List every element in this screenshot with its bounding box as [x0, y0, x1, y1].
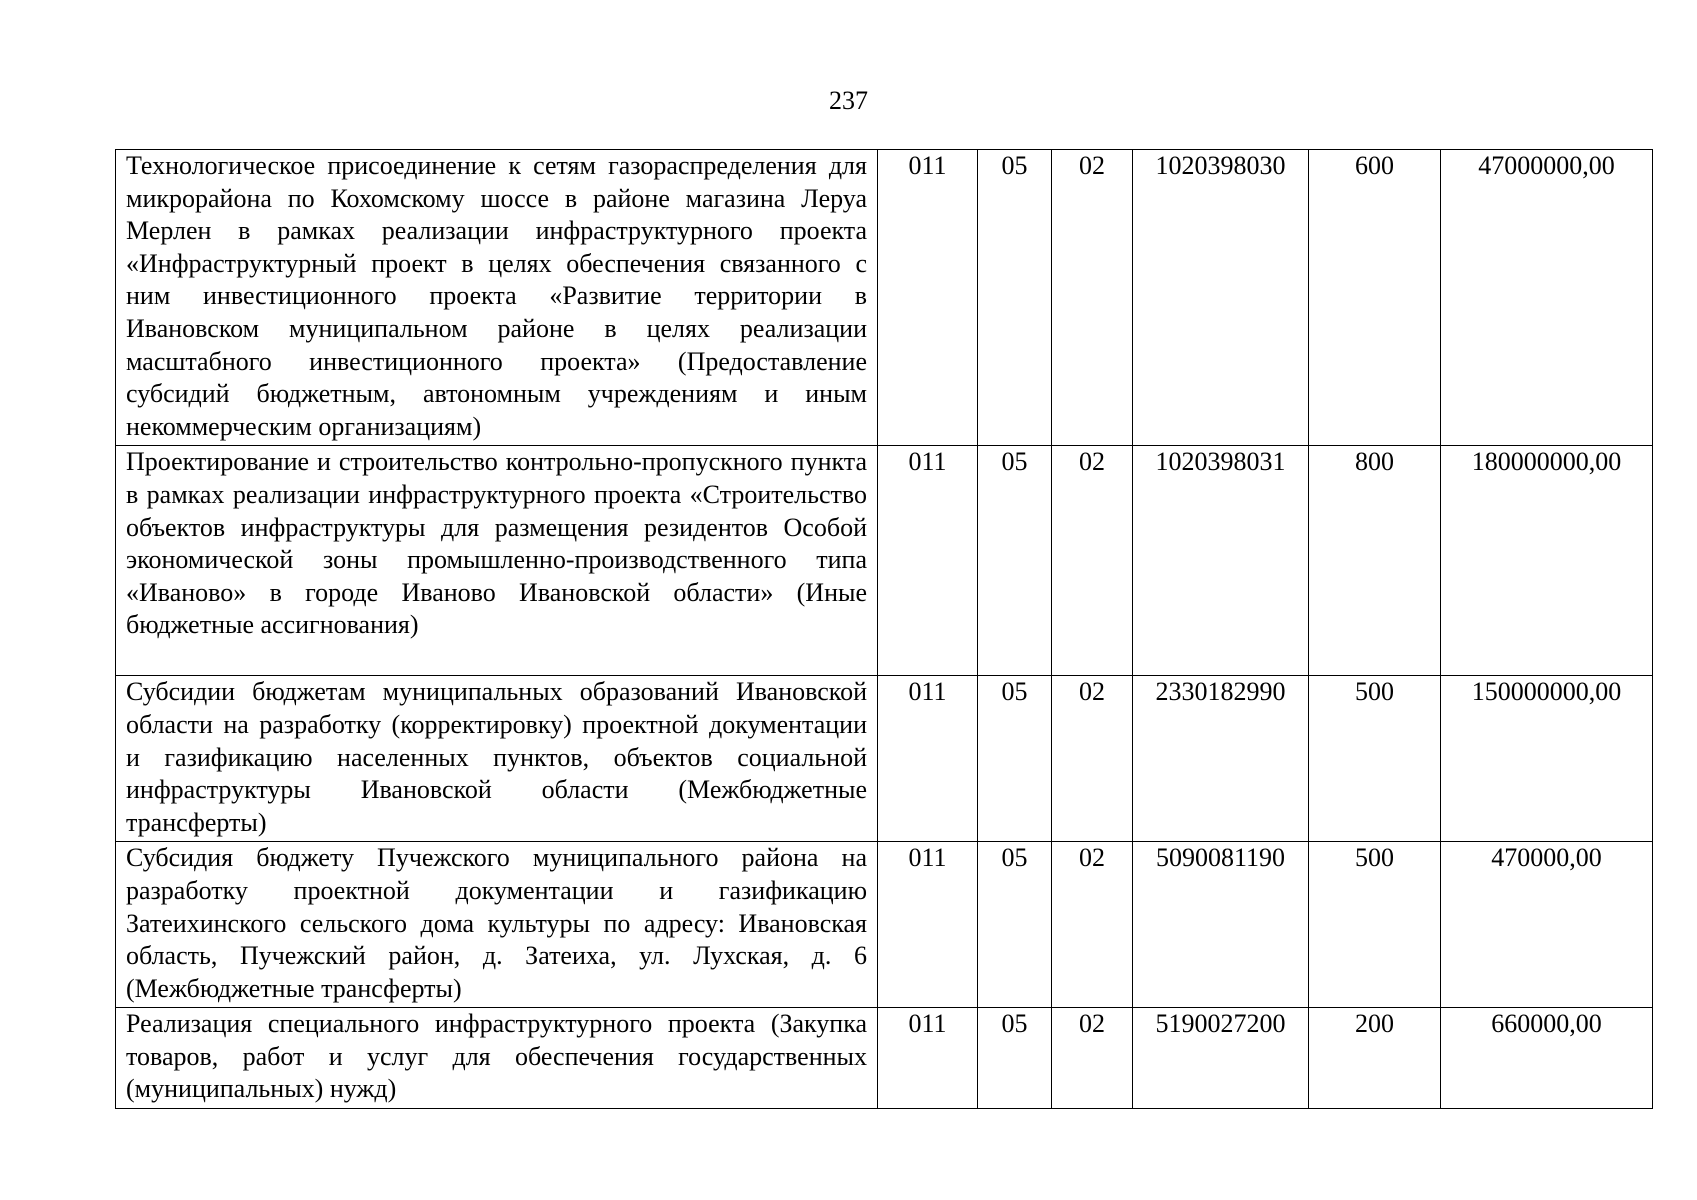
row-expense-type: 500 — [1309, 842, 1441, 1008]
table-row — [116, 676, 1653, 842]
row-subsection-code: 02 — [1052, 1008, 1133, 1109]
row-ministry-code: 011 — [878, 842, 978, 1008]
row-target-article: 1020398031 — [1133, 446, 1309, 676]
row-amount: 150000000,00 — [1441, 676, 1653, 842]
row-subsection-code: 02 — [1052, 842, 1133, 1008]
row-section-code: 05 — [978, 676, 1052, 842]
row-ministry-code: 011 — [878, 676, 978, 842]
row-amount: 470000,00 — [1441, 842, 1653, 1008]
row-amount: 180000000,00 — [1441, 446, 1653, 676]
row-expense-type: 600 — [1309, 150, 1441, 446]
row-amount: 660000,00 — [1441, 1008, 1653, 1109]
row-target-article: 1020398030 — [1133, 150, 1309, 446]
row-ministry-code: 011 — [878, 1008, 978, 1109]
row-expense-type: 200 — [1309, 1008, 1441, 1109]
row-description: Технологическое присоединение к сетям газораспределения для микрорайона по Кохомскому шоссе в районе магазина Леруа Мерлен в рамках реализации инфраструктурного проекта «Инфраструктурный проект в целях обеспечения связанного с ним инвестиционного проекта «Развитие территории в Ивановском муниципальном районе в целях реализации масштабного инвестиционного проекта» (Предоставление субсидий бюджетным, автономным учреждениям и иным некоммерческим организациям) — [116, 150, 878, 446]
row-section-code: 05 — [978, 150, 1052, 446]
row-subsection-code: 02 — [1052, 676, 1133, 842]
row-ministry-code: 011 — [878, 446, 978, 676]
row-ministry-code: 011 — [878, 150, 978, 446]
table-row — [116, 150, 1653, 446]
table-row — [116, 1008, 1653, 1109]
row-target-article: 5190027200 — [1133, 1008, 1309, 1109]
row-description: Реализация специального инфраструктурного проекта (Закупка товаров, работ и услуг для обеспечения государственных (муниципальных) нужд) — [116, 1008, 878, 1109]
row-expense-type: 500 — [1309, 676, 1441, 842]
row-amount: 47000000,00 — [1441, 150, 1653, 446]
row-description: Субсидия бюджету Пучежского муниципального района на разработку проектной документации и газификацию Затеихинского сельского дома культуры по адресу: Ивановская область, Пучежский район, д. Затеиха, ул. Лухская, д. 6 (Межбюджетные трансферты) — [116, 842, 878, 1008]
table-row — [116, 842, 1653, 1008]
row-subsection-code: 02 — [1052, 150, 1133, 446]
row-section-code: 05 — [978, 1008, 1052, 1109]
row-section-code: 05 — [978, 446, 1052, 676]
table-row — [116, 446, 1653, 676]
row-target-article: 2330182990 — [1133, 676, 1309, 842]
row-description: Субсидии бюджетам муниципальных образований Ивановской области на разработку (корректировку) проектной документации и газификацию населенных пунктов, объектов социальной инфраструктуры Ивановской области (Межбюджетные трансферты) — [116, 676, 878, 842]
row-target-article: 5090081190 — [1133, 842, 1309, 1008]
row-description: Проектирование и строительство контрольно-пропускного пункта в рамках реализации инфраструктурного проекта «Строительство объектов инфраструктуры для размещения резидентов Особой экономической зоны промышленно-производственного типа «Иваново» в городе Иваново Ивановской области» (Иные бюджетные ассигнования) — [116, 446, 878, 676]
budget-table — [115, 149, 1653, 1109]
page-number: 237 — [829, 86, 868, 115]
row-subsection-code: 02 — [1052, 446, 1133, 676]
row-section-code: 05 — [978, 842, 1052, 1008]
row-expense-type: 800 — [1309, 446, 1441, 676]
